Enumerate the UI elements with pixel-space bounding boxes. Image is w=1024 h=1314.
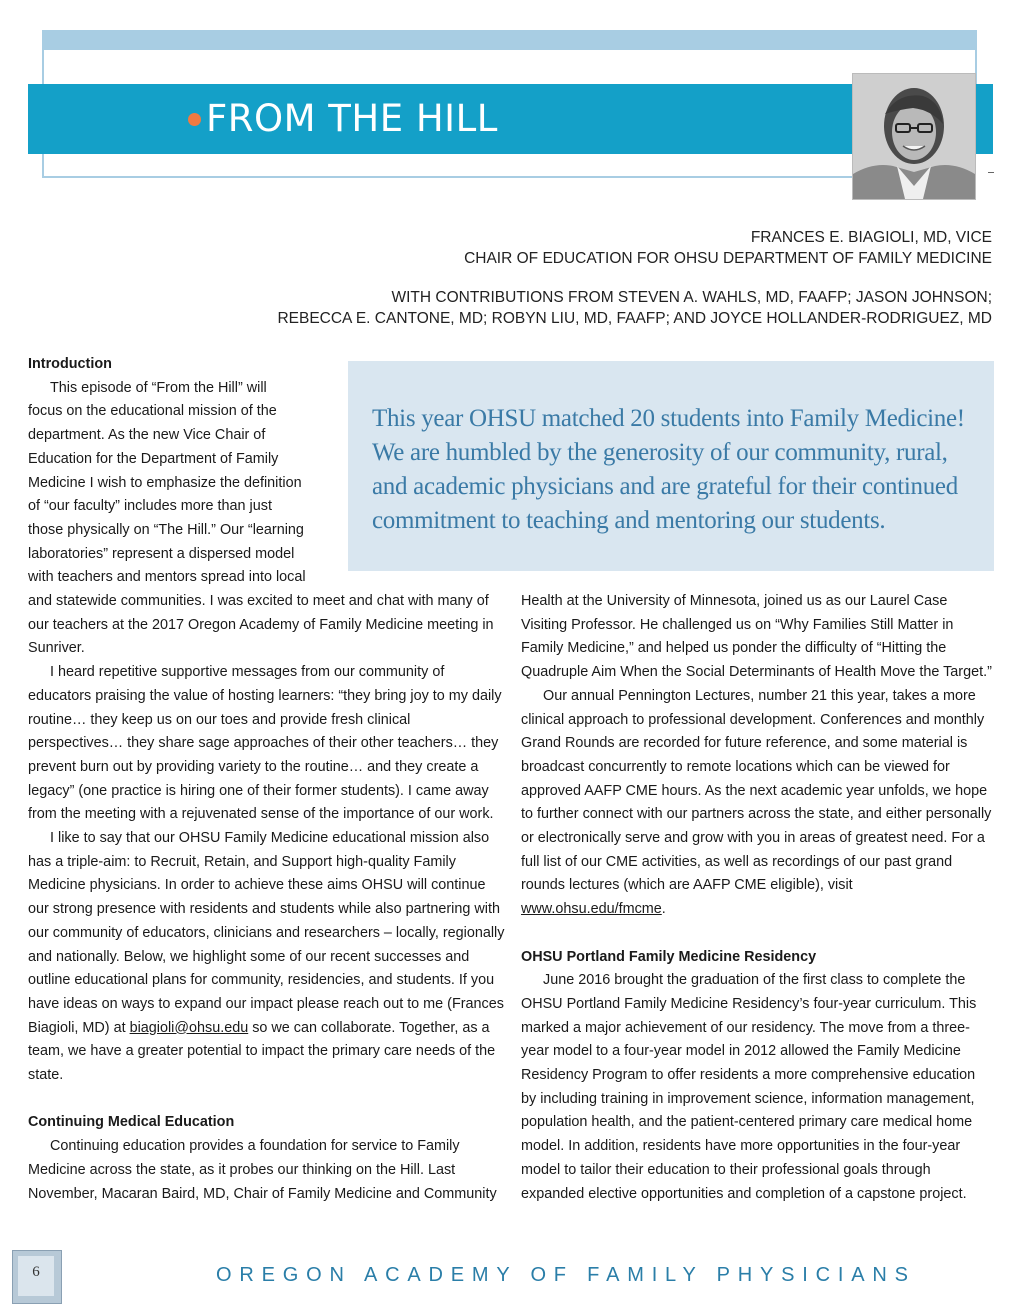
pennington-text: Our annual Pennington Lectures, number 21 this year, takes a more clinical approach to professional development. Conferences and monthly Grand Rounds are recorded for future reference, and some material is broadcast concurrently to remote locations which can be viewed for approved AAFP CME hours. As the next academic year unfolds, we hope to further connect with our partners across the state, and either personally or electronically serve and grow with you in areas of greatest need. For a full list of our CME activities, as well as recordings of our past grand rounds lectures (which are AAFP CME eligible), visit — [521, 687, 992, 894]
byline-author-line-1: FRANCES E. BIAGIOLI, MD, VICE — [750, 229, 992, 246]
paragraph-triple-aim — [28, 827, 506, 1088]
pullquote-text: This year OHSU matched 20 students into Family Medicine! We are humbled by the generosity of our community, rural, and academic physicians and are grateful for their continued commitment to teaching and mentoring our students. — [372, 405, 965, 534]
byline-contrib-line-2: REBECCA E. CANTONE, MD; ROBYN LIU, MD, FAAFP; AND JOYCE HOLLANDER-RODRIGUEZ, MD — [277, 310, 992, 327]
intro-line: Medicine I wish to emphasize the definition — [28, 474, 302, 491]
triple-aim-text-end: so we can collaborate. Together, as a team, we have a greater potential to impact the primary care needs of the state. — [28, 1019, 496, 1084]
intro-paragraph-continued: and statewide communities. I was excited to meet and chat with many of our teachers at the 2017 Oregon Academy of Family Medicine meeting in Sunriver. — [28, 593, 494, 657]
header-frame-bar — [42, 30, 977, 50]
title-banner — [28, 84, 993, 154]
paragraph-pennington — [521, 685, 993, 922]
intro-line: laboratories” represent a dispersed model — [28, 545, 295, 562]
intro-line: focus on the educational mission of the — [28, 403, 277, 420]
spacer — [521, 922, 993, 946]
decorative-dash — [988, 172, 994, 173]
footer-organization: OREGON ACADEMY OF FAMILY PHYSICIANS — [216, 1264, 916, 1286]
author-photo — [852, 73, 976, 200]
left-column — [28, 590, 506, 1206]
cme-heading: Continuing Medical Education — [28, 1114, 235, 1131]
intro-heading: Introduction — [28, 356, 112, 372]
intro-line: department. As the new Vice Chair of — [28, 427, 266, 444]
paragraph-baird: Health at the University of Minnesota, joined us as our Laurel Case Visiting Professor. He challenged us on “Why Families Still Matter in Family Medicine,” and helped us ponder the difficulty of “Hitting the Quadruple Aim When the Social Determinants of Health Move the Target.” — [521, 593, 992, 681]
byline-author-line-2: CHAIR OF EDUCATION FOR OHSU DEPARTMENT OF FAMILY MEDICINE — [464, 250, 992, 267]
page-number: 6 — [32, 1264, 40, 1280]
email-link[interactable]: biagioli@ohsu.edu — [129, 1019, 249, 1036]
residency-heading: OHSU Portland Family Medicine Residency — [521, 948, 817, 965]
intro-line: This episode of “From the Hill” will — [50, 379, 267, 396]
header-frame-bottom — [42, 176, 852, 178]
contributors-byline — [277, 287, 992, 329]
intro-line: with teachers and mentors spread into local — [28, 569, 306, 586]
byline-contrib-line-1: WITH CONTRIBUTIONS FROM STEVEN A. WAHLS, MD, FAAFP; JASON JOHNSON; — [391, 289, 992, 306]
intro-line: of “our faculty” includes more than just — [28, 498, 272, 515]
author-portrait-image — [853, 74, 975, 199]
fmcme-link[interactable]: www.ohsu.edu/fmcme — [521, 901, 662, 918]
intro-line: Education for the Department of Family — [28, 450, 279, 467]
intro-lines — [28, 377, 348, 590]
section-title: FROM THE HILL — [206, 97, 498, 140]
author-byline — [464, 227, 992, 269]
intro-narrow — [28, 353, 348, 590]
orange-bullet-icon — [188, 113, 201, 126]
paragraph-cme: Continuing education provides a foundation for service to Family Medicine across the state, as it probes our thinking on the Hill. Last November, Macaran Baird, MD, Chair of Family Medicine and Community — [28, 1138, 497, 1202]
pennington-text-end: . — [661, 901, 666, 918]
right-column — [521, 590, 993, 1206]
spacer — [28, 1088, 506, 1112]
triple-aim-text: I like to say that our OHSU Family Medicine educational mission also has a triple-aim: to Recruit, Retain, and Support high-quality Family Medicine physicians. In order to achieve these aims OHSU will continue our strong presence with residents and students while also partnering with our community of educators, clinicians and researchers – locally, regionally and nationally. Below, we highlight some of our recent successes and outline educational plans for community, residencies, and students. If you have ideas on ways to expand our impact please reach out to me (Frances Biagioli, MD) at — [28, 830, 505, 1036]
intro-line: those physically on “The Hill.” Our “learning — [28, 521, 304, 538]
paragraph-supportive-messages: I heard repetitive supportive messages from our community of educators praising the value of hosting learners: “they bring joy to my daily routine… they keep us on our toes and provide fresh clinical perspectives… they share sage approaches of their other teachers… they prevent burn out by providing variety to the routine… and they create a legacy” (one practice is hiring one of their former students). I came away from the meeting with a rejuvenated sense of the importance of our work. — [28, 664, 502, 823]
paragraph-residency: June 2016 brought the graduation of the first class to complete the OHSU Portland Family Medicine Residency’s four-year curriculum. This marked a major achievement of our residency. The move from a three-year model to a four-year model in 2012 allowed the Family Medicine Residency Program to offer residents a more comprehensive education by including training in improvement science, information management, population health, and the patient-centered primary care medical home model. In addition, residents have more opportunities in the four-year model to tailor their education to their professional goals through expanded elective opportunities and completion of a capstone project. — [521, 972, 977, 1202]
